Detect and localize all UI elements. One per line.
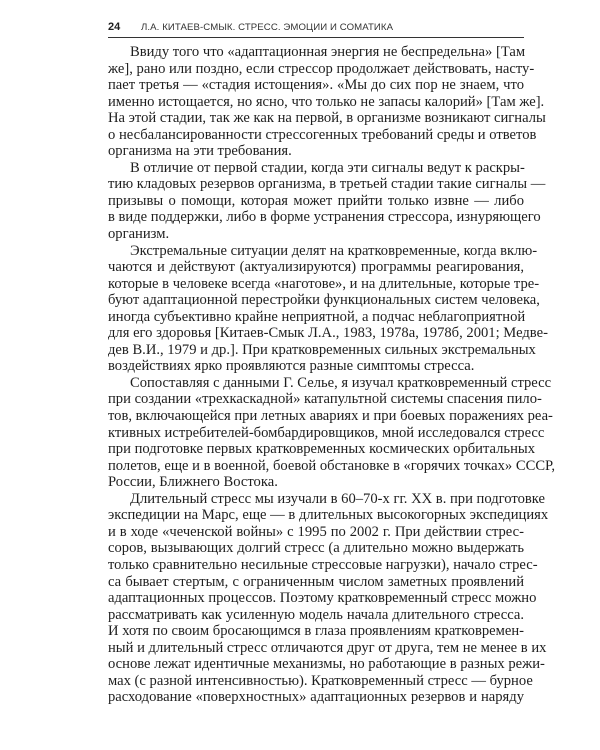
text-line: при подготовке первых кратковременных космических орбитальных <box>108 441 535 458</box>
text-line: са бывает стертым, с ограниченным числом заметных проявлений <box>108 573 524 590</box>
paragraph <box>108 490 549 706</box>
text-line: иногда субъективно крайне неприятной, а подчас неблагоприятной <box>108 308 526 325</box>
text-line: пает третья — «стадия истощения». «Мы до сих пор не знаем, что <box>108 77 524 94</box>
running-title: Л.А. КИТАЕВ-СМЫК. СТРЕСС. ЭМОЦИИ И СОМАТИКА <box>141 22 394 33</box>
paragraph <box>108 374 555 491</box>
text-line: ный и длительный стресс отличаются друг от друга, тем не менее в их <box>108 639 547 656</box>
text-line: основе лежат идентичные механизмы, но работающие в разных режи- <box>108 656 545 673</box>
text-line: ктивных истребителей-бомбардировщиков, мной исследовался стресс <box>108 424 545 441</box>
text-line: же], рано или поздно, если стрессор продолжает действовать, насту- <box>108 60 535 77</box>
body-text <box>108 44 555 706</box>
text-line: России, Ближнего Востока. <box>108 474 278 491</box>
text-line: в виде поддержки, либо в форме устранения стрессора, изнуряющего <box>108 209 541 226</box>
text-line: Длительный стресс мы изучали в 60–70-х гг. XX в. при подготовке <box>130 490 545 507</box>
text-line: именно истощается, но ясно, что только не запасы калорий» [Там же]. <box>108 93 545 110</box>
text-line: чаются и действуют (актуализируются) программы реагирования, <box>108 259 524 276</box>
text-line: соров, вызывающих долгий стресс (а длительно можно выдержать <box>108 540 524 557</box>
text-line: мах (с разной интенсивностью). Кратковременный стресс — бурное <box>108 672 533 689</box>
text-line: рассматривать как усиленную модель начала длительного стресса. <box>108 606 524 623</box>
text-line: И хотя по своим бросающимся в глаза проявлениям кратковремен- <box>108 623 524 640</box>
text-line: тов, включающейся при летных авариях и при боевых поражениях реа- <box>108 408 553 425</box>
text-line: при создании «трехкаскадной» катапультной системы спасения пило- <box>108 391 542 408</box>
text-line: о несбалансированности стрессогенных требований среды и ответов <box>108 126 537 143</box>
page-number: 24 <box>108 21 121 33</box>
text-line: тию кладовых резервов организма, в третьей стадии такие сигналы — <box>108 176 546 193</box>
text-line: для его здоровья [Китаев-Смык Л.А., 1983, 1978а, 1978б, 2001; Медве- <box>108 325 548 342</box>
paragraph <box>108 159 546 243</box>
text-line: призывы о помощи, которая может прийти только извне — либо <box>108 192 524 209</box>
text-line: Экстремальные ситуации делят на кратковременные, когда вклю- <box>130 242 538 259</box>
text-line: экспедиции на Марс, еще — в длительных высокогорных экспедициях <box>108 507 549 524</box>
text-line: Ввиду того что «адаптационная энергия не беспредельна» [Там <box>130 44 526 60</box>
text-line: буют адаптационной перестройки функциональных систем человека, <box>108 292 540 309</box>
text-line: организм. <box>108 226 170 243</box>
text-line: адаптационных процессов. Поэтому кратковременный стресс можно <box>108 590 537 607</box>
paragraph <box>108 242 548 375</box>
text-line: и в ходе «чеченской войны» с 1995 по 2002 г. При действии стрес- <box>108 523 524 540</box>
paragraph <box>108 44 546 160</box>
text-line: воздействиях ярко проявляются разные симптомы стресса. <box>108 358 475 375</box>
text-line: Сопоставляя с данными Г. Селье, я изучал кратковременный стресс <box>130 374 552 391</box>
text-line: только сравнительно несильные стрессовые нагрузки), начало стрес- <box>108 556 538 573</box>
text-line: расходование «поверхностных» адаптационных резервов и наряду <box>108 689 524 706</box>
text-line: полетов, еще и в военной, боевой обстановке в «горячих точках» СССР, <box>108 457 555 474</box>
text-line: На этой стадии, так же как на первой, в организме возникают сигналы <box>108 110 546 127</box>
text-line: которые в человеке всегда «наготове», и на длительные, которые тре- <box>108 275 540 292</box>
text-line: дев В.И., 1979 и др.]. При кратковременных сильных экстремальных <box>108 341 536 358</box>
text-line: В отличие от первой стадии, когда эти сигналы ведут к раскры- <box>130 159 525 176</box>
text-line: организма на эти требования. <box>108 143 292 160</box>
running-header <box>108 19 524 38</box>
